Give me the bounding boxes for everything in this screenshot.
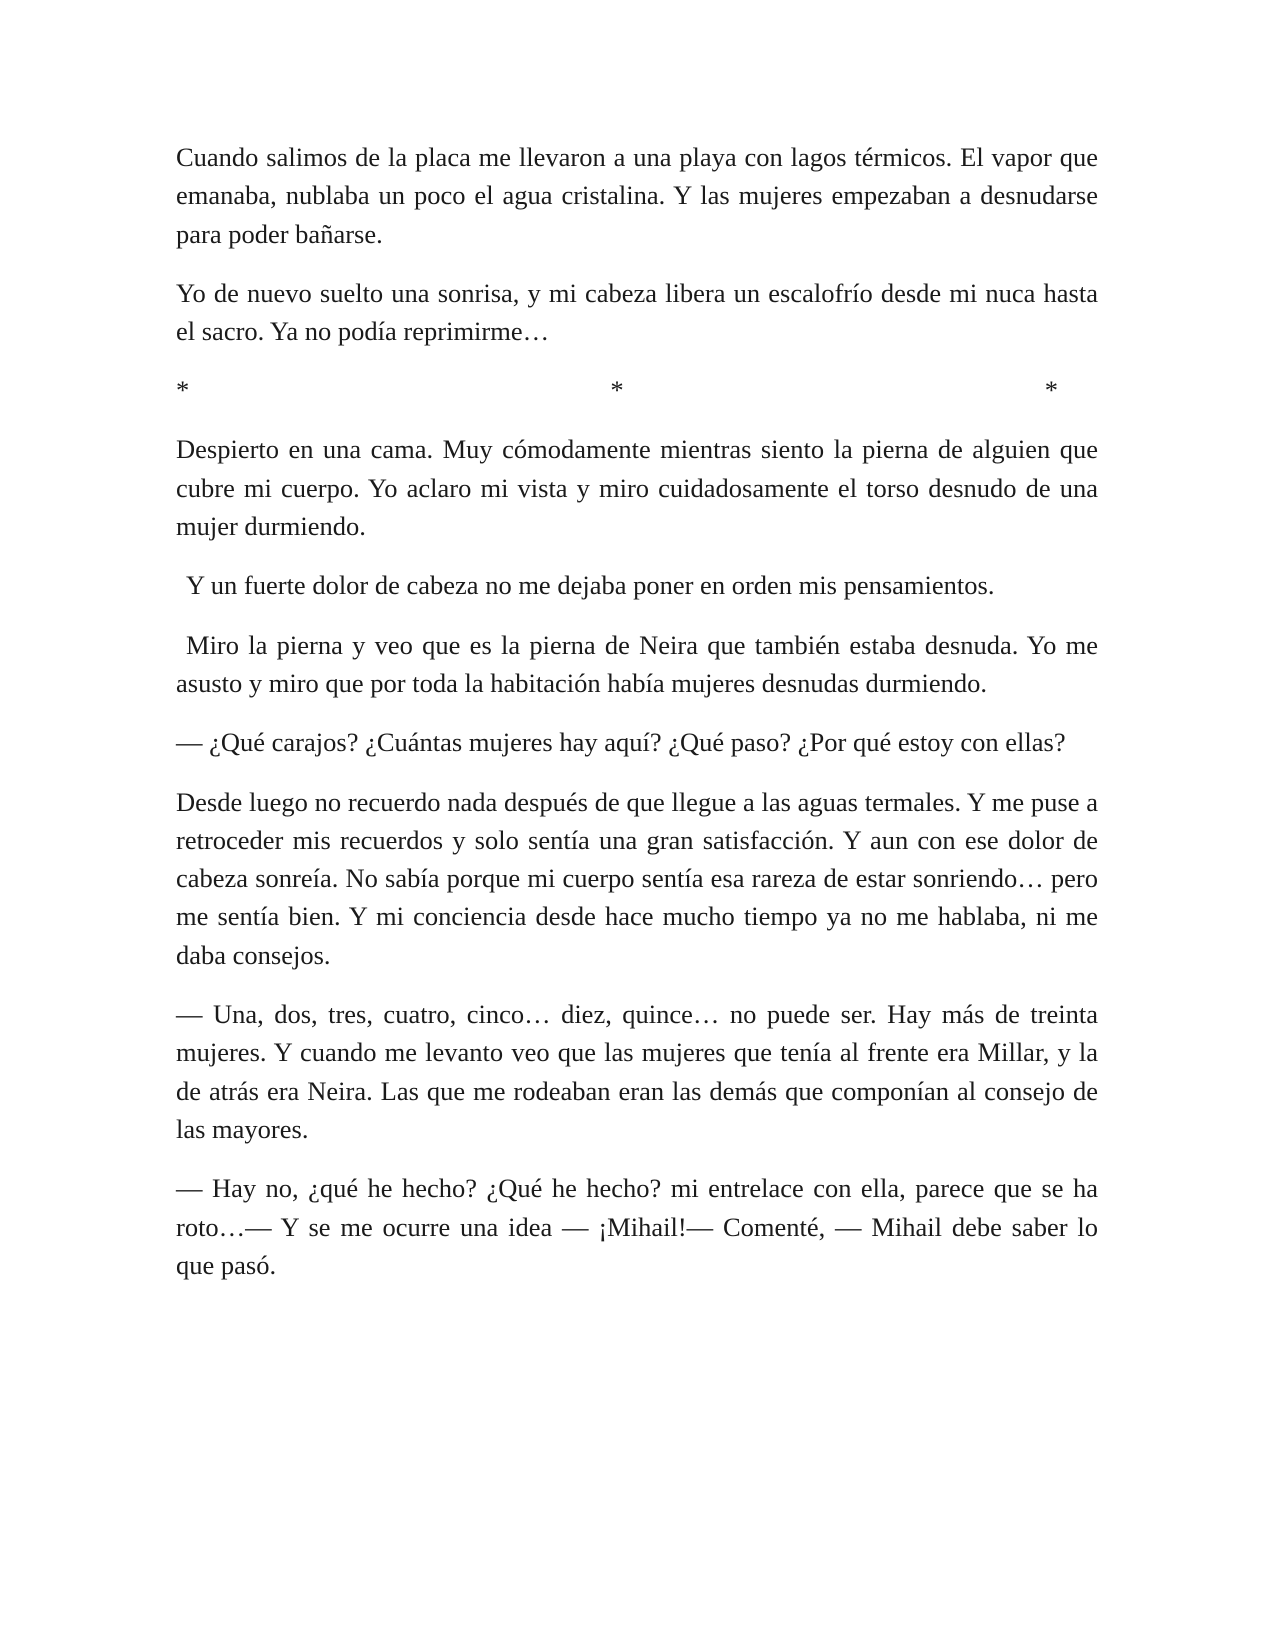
paragraph-dialogue-conteo: — Una, dos, tres, cuatro, cinco… diez, quince… no puede ser. Hay más de treinta mujeres. Y cuando me levanto veo que las mujeres que tenía al frente era Millar, y la de atrás era Neira. Las que me rodeaban eran las demás que componían al consejo de las mayores. [176, 999, 1098, 1144]
document-page [176, 138, 1098, 1305]
paragraph-sonrisa: Yo de nuevo suelto una sonrisa, y mi cabeza libera un escalofrío desde mi nuca hasta el sacro. Ya no podía reprimirme… [176, 277, 1098, 347]
paragraph-dolor-cabeza: Y un fuerte dolor de cabeza no me dejaba poner en orden mis pensamientos. [186, 570, 995, 601]
scene-break-star: * [610, 375, 624, 406]
paragraph-pierna-neira: Miro la pierna y veo que es la pierna de Neira que también estaba desnuda. Yo me asusto y miro que por toda la habitación había mujeres desnudas durmiendo. [176, 629, 1098, 698]
paragraph-aguas-termales: Desde luego no recuerdo nada después de que llegue a las aguas termales. Y me puse a retroceder mis recuerdos y solo sentía una gran satisfacción. Y aun con ese dolor de cabeza sonreía. No sabía porque mi cuerpo sentía esa rareza de estar sonriendo… pero me sentía bien. Y mi conciencia desde hace mucho tiempo ya no me hablaba, ni me daba consejos. [176, 786, 1098, 970]
paragraph-despierto: Despierto en una cama. Muy cómodamente mientras siento la pierna de alguien que cubre mi cuerpo. Yo aclaro mi vista y miro cuidadosamente el torso desnudo de una mujer durmiendo. [176, 434, 1098, 542]
paragraph-dialogue-carajos: — ¿Qué carajos? ¿Cuántas mujeres hay aquí? ¿Qué paso? ¿Por qué estoy con ellas? [176, 727, 1066, 758]
scene-break [176, 371, 1098, 409]
scene-break-star: * [1044, 375, 1058, 406]
scene-break-star: * [176, 375, 190, 406]
paragraph-dialogue-mihail: — Hay no, ¿qué he hecho? ¿Qué he hecho? mi entrelace con ella, parece que se ha roto…— Y se me ocurre una idea — ¡Mihail!— Comenté, — Mihail debe saber lo que pasó. [176, 1173, 1098, 1280]
paragraph-lagos-termicos: Cuando salimos de la placa me llevaron a una playa con lagos térmicos. El vapor que emanaba, nublaba un poco el agua cristalina. Y las mujeres empezaban a desnudarse para poder bañarse. [176, 142, 1098, 249]
